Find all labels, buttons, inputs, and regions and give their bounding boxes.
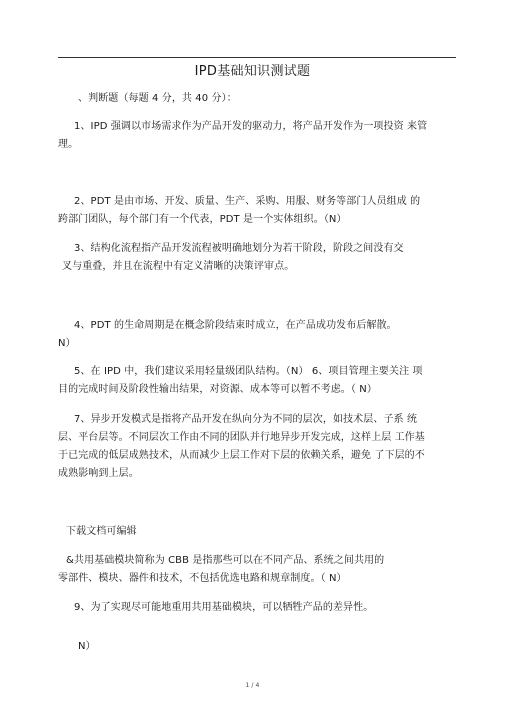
- editable-note: 下载文档可编辑: [66, 526, 137, 537]
- question-4-line-1: 4、PDT 的生命周期是在概念阶段结束时成立，在产品成功发布后解散。: [74, 320, 397, 331]
- question-9-line-1: 9、为了实现尽可能地重用共用基础模块，可以牺牲产品的差异性。: [74, 602, 374, 613]
- page-title: IPD基础知识测试题: [194, 64, 311, 79]
- question-8-line-2: 零部件、模块、器件和技术，不包括优选电路和规章制度。（ N）: [58, 573, 347, 584]
- question-1-line-2: 理。: [58, 139, 79, 150]
- question-2-line-1: 2、PDT 是由市场、开发、质量、生产、采购、用服、财务等部门人员组成 的: [74, 196, 421, 207]
- question-7-line-3: 于已完成的低层成熟技术，从而减少上层工作对下层的依赖关系，避免 了下层的不: [58, 450, 425, 461]
- question-7-line-2: 层、平台层等。不同层次工作由不同的团队并行地异步开发完成，这样上层 工作基: [58, 432, 425, 443]
- question-2-line-2: 跨部门团队，每个部门有一个代表，PDT 是一个实体组织。（N）: [58, 214, 347, 225]
- question-7-line-4: 成熟影响到上层。: [58, 468, 139, 479]
- header-rule: [58, 57, 456, 58]
- question-5-6-line-1: 5、在 IPD 中，我们建议采用轻量级团队结构。（N） 6、项目管理主要关注 项: [74, 366, 423, 377]
- question-3-line-2: 叉与重叠，并且在流程中有定义清晰的决策评审点。: [62, 261, 295, 272]
- question-9-line-2: N）: [78, 641, 96, 652]
- question-3-line-1: 3、结构化流程指产品开发流程被明确地划分为若干阶段，阶段之间没有交: [74, 243, 404, 254]
- question-1-line-1: 1、IPD 强调以市场需求作为产品开发的驱动力，将产品开发作为一项投资 来管: [74, 121, 428, 132]
- question-7-line-1: 7、异步开发模式是指将产品开发在纵向分为不同的层次，如技术层、子系 统: [74, 414, 418, 425]
- page-number: 1 / 4: [245, 682, 260, 689]
- section-heading: 、判断题（每题 4 分，共 40 分）：: [78, 93, 237, 104]
- question-4-line-2: N）: [58, 338, 76, 349]
- question-6-line-2: 目的完成时间及阶段性输出结果，对资源、成本等可以暂不考虑。（ N）: [58, 384, 377, 395]
- question-8-line-1: &共用基础模块简称为 CBB 是指那些可以在不同产品、系统之间共用的: [66, 555, 385, 566]
